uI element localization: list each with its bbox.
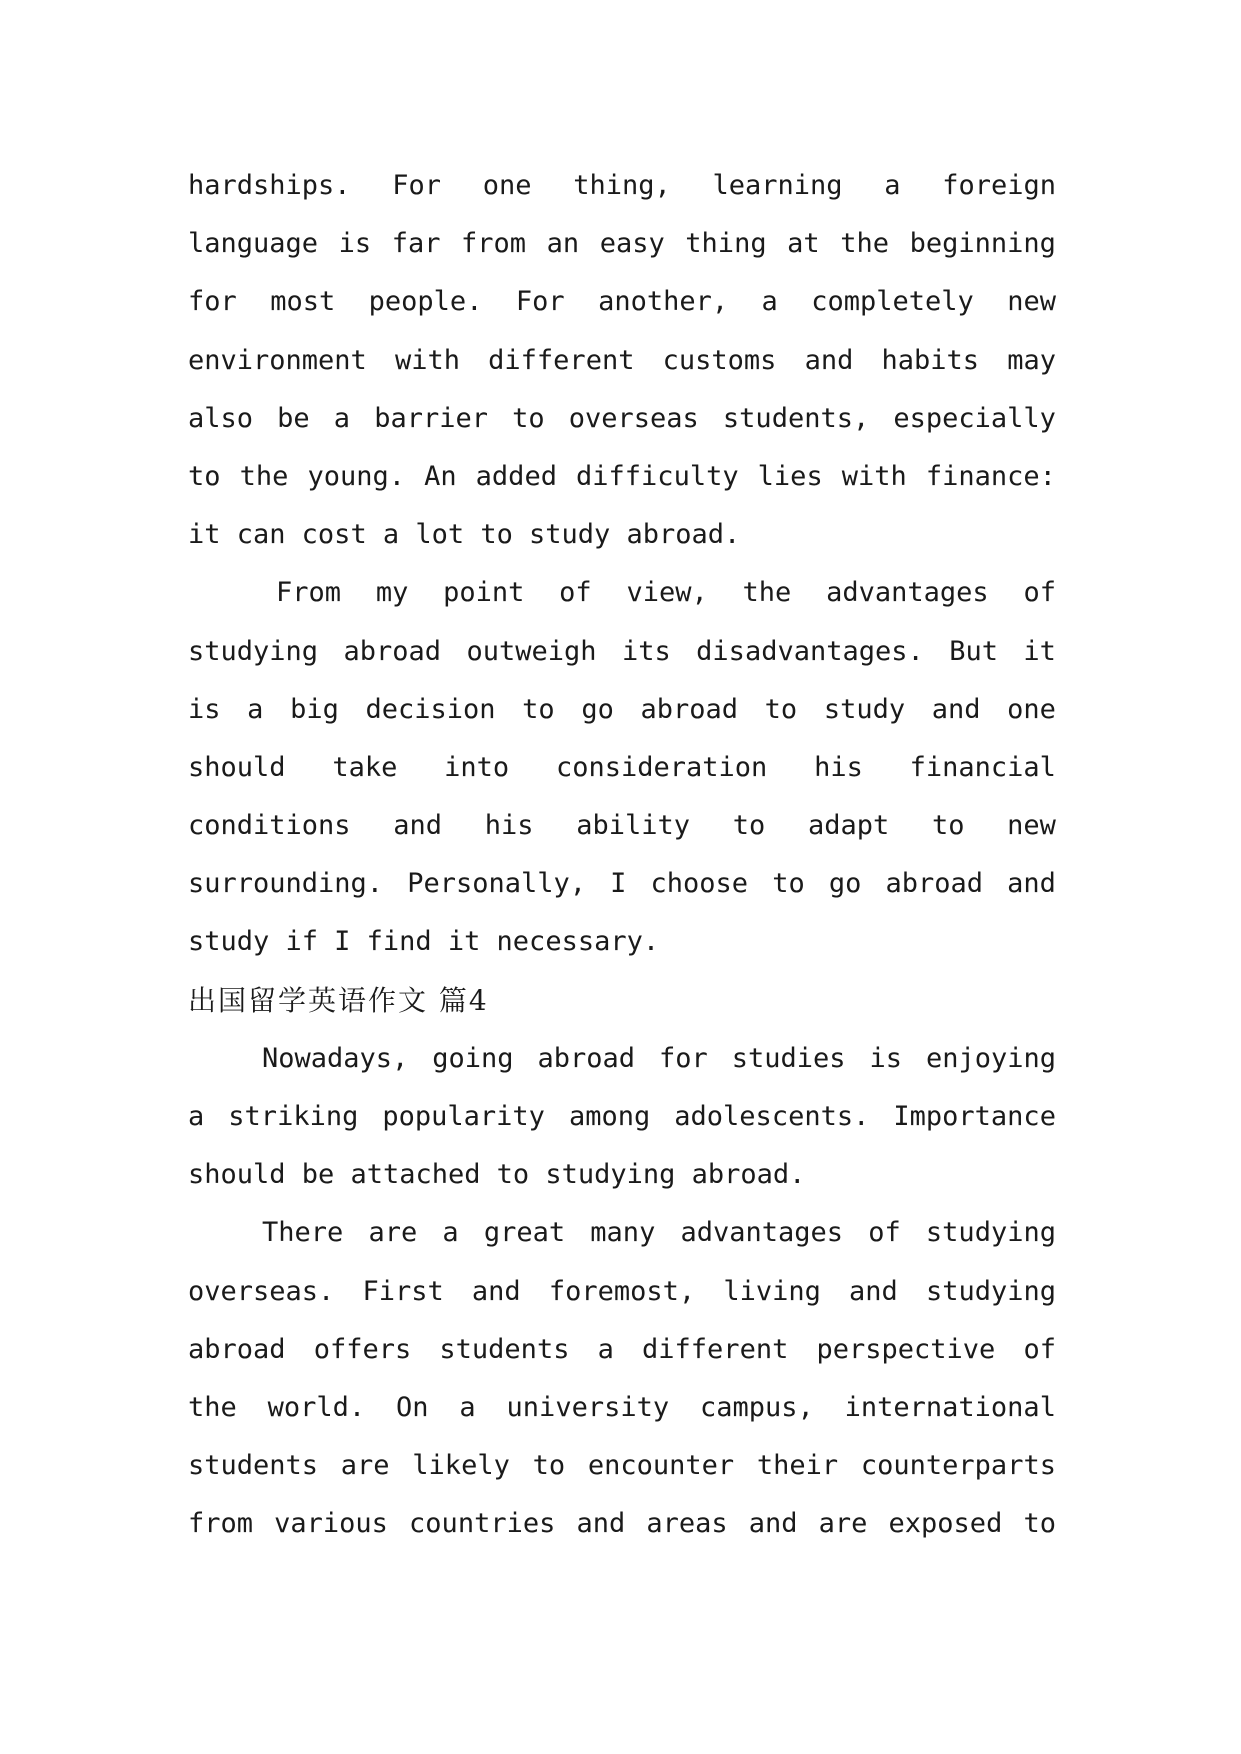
word: and (748, 1508, 798, 1540)
word: abroad (640, 693, 739, 725)
word: Importance (893, 1101, 1056, 1132)
word: for (659, 1042, 708, 1074)
word: is (869, 1042, 902, 1074)
word: is (188, 693, 221, 725)
word: find (366, 926, 432, 958)
text-line (188, 506, 1056, 564)
word: its (621, 635, 671, 667)
word: to (931, 810, 965, 842)
word: go (828, 868, 862, 900)
text-line (188, 564, 1056, 622)
word: the (840, 228, 889, 260)
word: consideration (555, 751, 768, 783)
word: thing, (573, 170, 671, 201)
word: are (368, 1217, 418, 1249)
word: advantages (680, 1217, 844, 1249)
text-line (188, 623, 1056, 681)
word: choose (650, 868, 749, 900)
word: from (188, 1508, 254, 1540)
word: study (188, 926, 270, 958)
word: beginning (909, 228, 1056, 260)
word: it (1023, 635, 1056, 667)
word: striking (228, 1101, 359, 1132)
word: adolescents. (674, 1101, 870, 1132)
word: point (443, 577, 525, 609)
word: offers (313, 1333, 412, 1365)
text-line (188, 1030, 1056, 1088)
word: students, (722, 402, 870, 434)
word: also (188, 402, 254, 434)
word: studies (731, 1042, 846, 1074)
word: another, (598, 286, 729, 318)
word: a (442, 1217, 459, 1249)
word: take (332, 751, 398, 783)
word: his (484, 810, 534, 842)
word: customs (662, 344, 777, 376)
word: decision (365, 693, 496, 725)
word: most (270, 286, 336, 318)
word: popularity (382, 1101, 545, 1132)
text-line (188, 1379, 1056, 1437)
word: to (522, 693, 555, 725)
section-heading (188, 972, 1056, 1030)
word: of (559, 577, 592, 609)
word: financial (909, 751, 1056, 783)
text-line (188, 1204, 1056, 1262)
text-line (188, 913, 1056, 971)
word: areas (646, 1508, 728, 1540)
word: an (546, 228, 580, 260)
word: lot (415, 519, 465, 551)
word: campus, (699, 1391, 814, 1423)
word: young. (307, 460, 405, 492)
word: is (338, 228, 372, 260)
word: There (262, 1217, 344, 1249)
word: encounter (587, 1450, 735, 1482)
word: likely (412, 1450, 510, 1482)
word: a (884, 170, 901, 201)
word: especially (893, 402, 1056, 434)
text-line (188, 215, 1056, 273)
word: different (642, 1333, 789, 1365)
text-line (188, 332, 1056, 390)
word: with (841, 460, 907, 492)
word: students (439, 1333, 570, 1365)
word: to (532, 1450, 566, 1482)
word: abroad (188, 1333, 286, 1365)
word: countries (409, 1508, 556, 1540)
word: finance: (925, 460, 1056, 492)
word: abroad. (626, 519, 741, 551)
text-line (188, 739, 1056, 797)
text-line (188, 1437, 1056, 1495)
word: various (274, 1508, 388, 1540)
word: studying (188, 635, 319, 667)
word: enjoying (925, 1042, 1056, 1074)
word: great (483, 1217, 566, 1249)
word: be (301, 1159, 335, 1191)
word: my (375, 577, 409, 609)
word: far (391, 228, 441, 260)
word: may (1007, 344, 1056, 376)
text-line (188, 448, 1056, 506)
word: overseas (568, 402, 699, 434)
word: one (1007, 693, 1056, 725)
word: habits (881, 344, 980, 376)
text-line (188, 390, 1056, 448)
word: abroad (885, 868, 984, 900)
text-line (188, 157, 1056, 215)
word: cost (301, 519, 367, 551)
word: hardships. (188, 170, 351, 201)
word: the (188, 1391, 237, 1423)
word: a (382, 519, 400, 551)
word: their (756, 1450, 839, 1482)
word: if (285, 926, 318, 958)
word: a (597, 1333, 614, 1365)
word: among (568, 1101, 651, 1132)
word: a (247, 693, 264, 725)
word: On (396, 1391, 429, 1423)
word: counterparts (860, 1450, 1056, 1482)
word: at (787, 228, 820, 260)
text-line (188, 1088, 1056, 1146)
text-line (188, 855, 1056, 913)
word: living (723, 1275, 821, 1307)
text-line (188, 681, 1056, 739)
word: surrounding. (188, 868, 384, 900)
word: to (732, 810, 766, 842)
word: new (1007, 810, 1056, 842)
word: added (475, 460, 557, 492)
word: language (188, 228, 319, 260)
word: exposed (888, 1508, 1003, 1540)
word: university (506, 1391, 670, 1423)
word: his (814, 751, 863, 783)
word: Personally, (407, 868, 587, 900)
word: of (868, 1217, 901, 1249)
word: go (581, 693, 614, 725)
word: students (188, 1450, 319, 1482)
word: to (772, 868, 805, 900)
word: and (471, 1275, 521, 1307)
word: should (188, 1159, 286, 1191)
word: one (482, 170, 532, 201)
word: the (742, 577, 792, 609)
word: I (334, 926, 351, 958)
word: to (480, 519, 513, 551)
word: perspective (816, 1333, 996, 1365)
word: it (447, 926, 481, 958)
word: abroad. (691, 1159, 806, 1191)
text-line (188, 797, 1056, 855)
word: a (459, 1391, 476, 1423)
word: to (1023, 1508, 1056, 1540)
word: many (590, 1217, 656, 1249)
word: I (610, 868, 627, 900)
word: world. (267, 1391, 366, 1423)
word: for (188, 286, 237, 318)
word: from (461, 228, 527, 260)
word: studying (925, 1275, 1056, 1307)
text-line (188, 1495, 1056, 1553)
text-line (188, 1146, 1056, 1204)
word: to (496, 1159, 530, 1191)
word: and (393, 810, 443, 842)
word: to (188, 460, 221, 492)
document-body (188, 157, 1056, 1554)
word: thing (685, 228, 767, 260)
word: are (340, 1450, 390, 1482)
word: international (844, 1391, 1056, 1423)
word: can (236, 519, 286, 551)
word: From (276, 577, 342, 609)
word: outweigh (466, 635, 597, 667)
word: into (444, 751, 510, 783)
word: the (239, 460, 289, 492)
word: lies (757, 460, 823, 492)
word: view, (626, 577, 708, 609)
word: foremost, (548, 1275, 696, 1307)
word: completely (811, 286, 974, 318)
text-line (188, 273, 1056, 331)
word: study (529, 519, 611, 551)
word: new (1007, 286, 1056, 318)
word: abroad (537, 1042, 636, 1074)
word: An (424, 460, 457, 492)
word: overseas. (188, 1275, 335, 1307)
word: to (764, 693, 798, 725)
word: foreign (942, 170, 1056, 201)
word: necessary. (496, 926, 660, 958)
word: difficulty (576, 460, 739, 492)
word: be (277, 402, 310, 434)
word: and (576, 1508, 626, 1540)
word: of (1023, 577, 1056, 609)
word: and (1007, 868, 1056, 900)
word: conditions (188, 810, 351, 842)
text-line (188, 1263, 1056, 1321)
word: with (394, 344, 460, 376)
word: attached (350, 1159, 481, 1191)
word: and (804, 344, 854, 376)
word: advantages (826, 577, 989, 609)
heading-text: 出国留学英语作文 篇4 (188, 983, 489, 1017)
word: to (512, 402, 545, 434)
word: a (761, 286, 778, 318)
word: and (849, 1275, 898, 1307)
word: of (1023, 1333, 1056, 1365)
word: But (949, 635, 998, 667)
word: different (488, 344, 635, 376)
word: it (188, 519, 221, 551)
word: adapt (807, 810, 890, 842)
word: For (515, 286, 565, 318)
word: easy (599, 228, 665, 260)
word: disadvantages. (696, 635, 924, 667)
text-line (188, 1321, 1056, 1379)
word: ability (576, 810, 691, 842)
word: First (362, 1275, 444, 1307)
word: For (392, 170, 442, 201)
word: studying (925, 1217, 1056, 1249)
word: big (290, 693, 339, 725)
word: abroad (343, 635, 442, 667)
word: studying (545, 1159, 676, 1191)
word: study (823, 693, 906, 725)
word: and (931, 693, 981, 725)
word: going (432, 1042, 514, 1074)
word: are (818, 1508, 868, 1540)
word: barrier (374, 402, 488, 434)
word: environment (188, 344, 367, 376)
word: Nowadays, (262, 1042, 409, 1074)
word: a (188, 1101, 205, 1132)
word: should (188, 751, 286, 783)
word: learning (712, 170, 843, 201)
word: a (333, 402, 351, 434)
word: people. (368, 286, 483, 318)
